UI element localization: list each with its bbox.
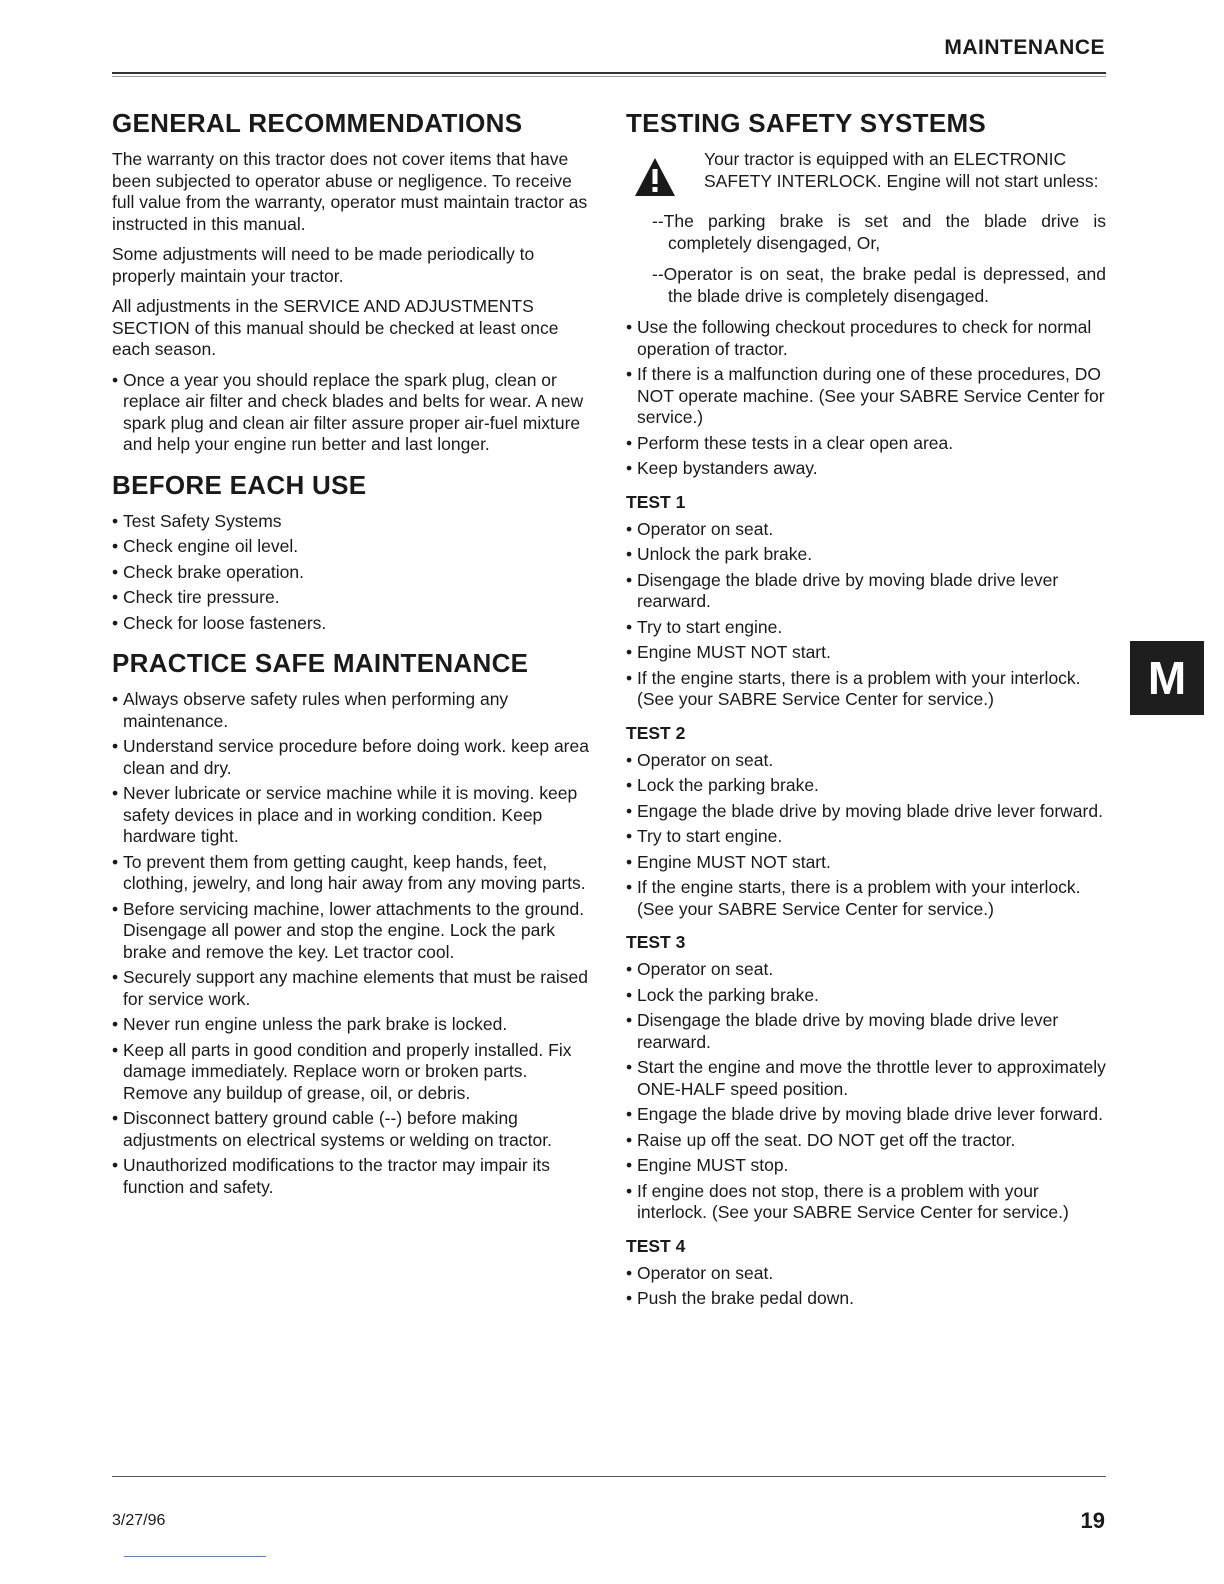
list-item: • Keep all parts in good condition and properly installed. Fix damage immediately. Replace worn or broken parts. Remove any buildup of grease, oil, or debris. [112, 1040, 590, 1105]
footer-rule [112, 1476, 1106, 1477]
right-column [626, 108, 1106, 1320]
before-each-use-section [112, 470, 590, 635]
list-item: • Once a year you should replace the spark plug, clean or replace air filter and check blades and belts for wear. A new spark plug and clean air filter assure proper air-fuel mixture and help your engine run better and last longer. [112, 370, 590, 456]
condition-item: --The parking brake is set and the blade drive is completely disengaged, Or, [652, 211, 1106, 253]
list-item: • Use the following checkout procedures to check for normal operation of tractor. [626, 317, 1106, 360]
practice-safe-maintenance-section [112, 648, 590, 1198]
general-recommendations-heading: GENERAL RECOMMENDATIONS [112, 108, 523, 138]
list-item: • Engage the blade drive by moving blade drive lever forward. [626, 1104, 1106, 1126]
list-item: • Engine MUST NOT start. [626, 852, 1106, 874]
list-item: • Raise up off the seat. DO NOT get off the tractor. [626, 1130, 1106, 1152]
list-item: • If the engine starts, there is a problem with your interlock. (See your SABRE Service Center for service.) [626, 668, 1106, 711]
list-item: • Before servicing machine, lower attachments to the ground. Disengage all power and stop the engine. Lock the park brake and remove the key. Let tractor cool. [112, 899, 590, 964]
list-item: • To prevent them from getting caught, keep hands, feet, clothing, jewelry, and long hair away from any moving parts. [112, 852, 590, 895]
list-item: • If there is a malfunction during one of these procedures, DO NOT operate machine. (See your SABRE Service Center for service.) [626, 364, 1106, 429]
list-item: • Operator on seat. [626, 1263, 1106, 1285]
list-item: • Engine MUST stop. [626, 1155, 1106, 1177]
list-item: • Disengage the blade drive by moving blade drive lever rearward. [626, 1010, 1106, 1053]
list-item: • Unauthorized modifications to the tractor may impair its function and safety. [112, 1155, 590, 1198]
paragraph: All adjustments in the SERVICE AND ADJUSTMENTS SECTION of this manual should be checked at least once each season. [112, 296, 559, 359]
left-column [112, 108, 590, 1208]
section-tab-marker: M [1130, 641, 1204, 715]
before-each-use-list [112, 511, 590, 635]
list-item: • If engine does not stop, there is a problem with your interlock. (See your SABRE Service Center for service.) [626, 1181, 1106, 1224]
list-item: • Operator on seat. [626, 959, 1106, 981]
page-number: 19 [1080, 1508, 1105, 1533]
list-item: • Operator on seat. [626, 519, 1106, 541]
interlock-conditions [626, 211, 1106, 307]
test-2-list [626, 750, 1106, 921]
paragraph: The warranty on this tractor does not cover items that have been subjected to operator abuse or negligence. To receive full value from the warranty, operator must maintain tractor as instructed in this manual. [112, 149, 588, 234]
list-item: • Operator on seat. [626, 750, 1106, 772]
list-item: • Disconnect battery ground cable (--) before making adjustments on electrical systems or welding on tractor. [112, 1108, 590, 1151]
list-item: • Understand service procedure before doing work. keep area clean and dry. [112, 736, 590, 779]
warning-text: Your tractor is equipped with an ELECTRONIC SAFETY INTERLOCK. Engine will not start unless: [704, 149, 1099, 191]
test-2-heading: TEST 2 [626, 722, 686, 743]
page-header-title: MAINTENANCE [944, 36, 1105, 59]
list-item: • Check tire pressure. [112, 587, 590, 609]
warning-block [626, 149, 1106, 197]
test-1-heading: TEST 1 [626, 491, 686, 512]
test-1-list [626, 519, 1106, 711]
test-4-heading: TEST 4 [626, 1235, 686, 1256]
list-item: • Test Safety Systems [112, 511, 590, 533]
list-item: • Unlock the park brake. [626, 544, 1106, 566]
list-item: • If the engine starts, there is a problem with your interlock. (See your SABRE Service Center for service.) [626, 877, 1106, 920]
list-item: • Never lubricate or service machine while it is moving. keep safety devices in place and in working condition. Keep hardware tight. [112, 783, 590, 848]
list-item: • Try to start engine. [626, 826, 1106, 848]
test-3-heading: TEST 3 [626, 932, 686, 952]
condition-item: --Operator is on seat, the brake pedal is depressed, and the blade drive is completely disengaged. [652, 264, 1106, 306]
list-item: • Securely support any machine elements that must be raised for service work. [112, 967, 590, 1010]
list-item: • Try to start engine. [626, 617, 1106, 639]
general-bullets [112, 370, 590, 456]
list-item: • Lock the parking brake. [626, 985, 1106, 1007]
header-rule [112, 72, 1106, 74]
testing-safety-systems-heading: TESTING SAFETY SYSTEMS [626, 108, 987, 138]
list-item: • Never run engine unless the park brake is locked. [112, 1014, 590, 1036]
test-4-list [626, 1263, 1106, 1310]
before-each-use-heading: BEFORE EACH USE [112, 469, 367, 500]
test-3-list [626, 959, 1106, 1224]
list-item: • Check engine oil level. [112, 536, 590, 558]
list-item: • Keep bystanders away. [626, 458, 1106, 480]
practice-list [112, 689, 590, 1198]
list-item: • Engine MUST NOT start. [626, 642, 1106, 664]
list-item: • Engage the blade drive by moving blade drive lever forward. [626, 801, 1106, 823]
list-item: • Lock the parking brake. [626, 775, 1106, 797]
testing-bullets [626, 317, 1106, 480]
list-item: • Push the brake pedal down. [626, 1288, 1106, 1310]
general-recommendations-section [112, 108, 590, 456]
warning-triangle-icon [634, 157, 676, 197]
list-item: • Perform these tests in a clear open area. [626, 433, 1106, 455]
header-rule-secondary [112, 76, 1106, 77]
paragraph: Some adjustments will need to be made periodically to properly maintain your tractor. [112, 244, 535, 286]
practice-safe-maintenance-heading: PRACTICE SAFE MAINTENANCE [112, 648, 529, 678]
footer-blue-line [124, 1556, 266, 1557]
list-item: • Start the engine and move the throttle lever to approximately ONE-HALF speed position. [626, 1057, 1106, 1100]
list-item: • Always observe safety rules when performing any maintenance. [112, 689, 590, 732]
list-item: • Check for loose fasteners. [112, 613, 590, 635]
footer-date: 3/27/96 [112, 1512, 166, 1529]
list-item: • Disengage the blade drive by moving blade drive lever rearward. [626, 570, 1106, 613]
list-item: • Check brake operation. [112, 562, 590, 584]
